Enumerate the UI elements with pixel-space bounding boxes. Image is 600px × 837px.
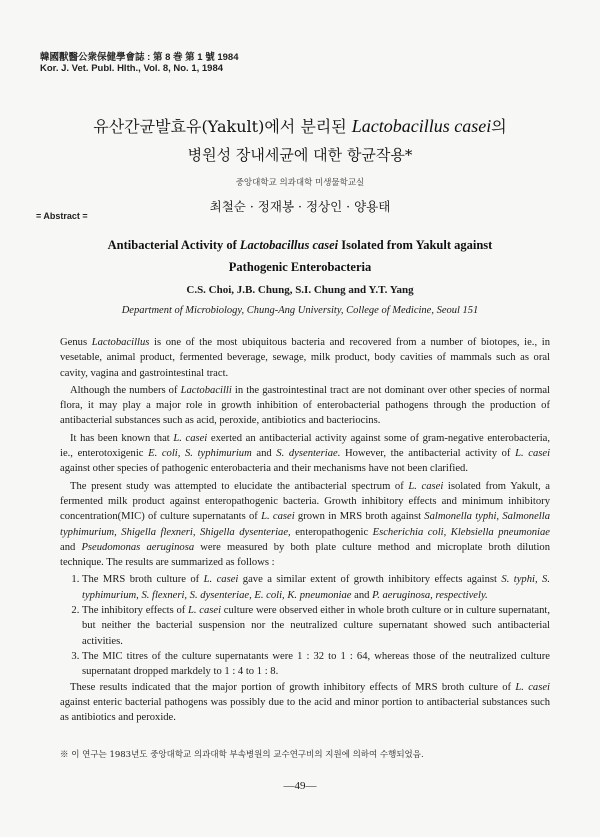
text-run: The MRS broth culture of: [82, 574, 204, 586]
text-run-italic: L. casei: [173, 432, 208, 444]
text-run: The inhibitory effects of: [82, 605, 189, 617]
text-run: and: [60, 541, 82, 553]
result-item-1: [82, 572, 550, 603]
text-run: and: [251, 448, 277, 460]
paragraph-2: [60, 383, 550, 429]
text-run: in the gastrointestinal tract are not dominant over other species of normal flora, it may play a major role in growth inhibition of enterobacterial pathogens through the production of antibacterial substances such as acid, peroxide, antibiotics and bacteriocins.: [60, 384, 550, 427]
journal-header-korean: 韓國獸醫公衆保健學會誌 : 第 8 巻 第 1 號 1984: [40, 52, 239, 63]
text-run-italic: E. coli, S. typhimurium: [148, 448, 252, 460]
text-run: and: [351, 589, 373, 601]
text-run-italic: L. casei: [203, 574, 239, 586]
text-run: grown in MRS broth against: [294, 511, 425, 523]
text-run: enteropathogenic: [290, 526, 373, 538]
text-run: However, the antibacterial activity of: [340, 448, 516, 460]
text-run: gave a similar extent of growth inhibitory effects against: [238, 574, 502, 586]
text-run: The MIC titres of the culture supernatants were 1 : 32 to 1 : 64, whereas those of the neutralized culture supernatant dropped markdely to 1 : 4 to 1 : 8.: [82, 650, 550, 678]
funding-footnote: ※ 이 연구는 1983년도 중앙대학교 의과대학 부속병원의 교수연구비의 지원에 의하여 수행되었음.: [60, 750, 424, 760]
text-run-italic: L. casei: [515, 681, 550, 693]
text-run-italic: Lactobacillus: [91, 337, 150, 348]
text-run-italic: P. aeruginosa, respectively.: [372, 589, 488, 601]
text-run: Although the numbers of: [70, 384, 181, 396]
text-run-italic: L. casei: [261, 511, 295, 523]
korean-title: [0, 114, 600, 139]
english-title: [0, 234, 600, 278]
text-run-italic: L. casei: [188, 605, 222, 617]
english-title-part2: Isolated from Yakult against: [338, 238, 493, 252]
paragraph-4: [60, 479, 550, 571]
text-run-italic: Pseudomonas aeruginosa: [81, 541, 195, 553]
text-run-italic: Lactobacilli: [180, 384, 232, 396]
text-run: exerted an antibacterial activity against some of gram-negative enterobacteria, ie., enterotoxigenic: [60, 432, 550, 460]
text-run-italic: Salmonella typhi, Salmonella typhimurium, Shigella flexneri, Shigella dysenteriae,: [60, 511, 550, 538]
text-run-italic: L. casei: [515, 448, 551, 460]
text-run: These results indicated that the major portion of growth inhibitory effects of MRS broth culture of: [70, 681, 516, 693]
text-run-italic: S. dysenteriae.: [276, 448, 341, 460]
results-list: [60, 572, 550, 679]
english-department: Department of Microbiology, Chung-Ang University, College of Medicine, Seoul 151: [121, 305, 479, 316]
journal-header: [40, 52, 238, 74]
korean-title-species: Lactobacillus casei: [351, 116, 492, 136]
korean-authors: 최철순 · 정재봉 · 정상인 · 양용태: [209, 199, 391, 214]
english-title-line1: [0, 234, 600, 256]
paragraph-3: [60, 431, 550, 477]
korean-title-line2: 병원성 장내세균에 대한 항균작용*: [187, 146, 413, 164]
text-run: against enteric bacterial pathogens was possibly due to the acid and minor portion to antibacterial substances such as antibiotics and peroxide.: [60, 696, 550, 724]
text-run: It has been known that: [70, 432, 174, 444]
text-run: is one of the most ubiquitous bacteria and recovered from a number of biotopes, ie., in vesetable, animal product, fermented beverage, sewage, milk product, body cavities of mammals such as oral cavity, vagina and gastrointestinal tract.: [60, 337, 550, 379]
paragraph-1: [60, 335, 550, 381]
text-run: were measured by both plate culture method and microplate broth dilution technique. The results are summarized as follows :: [60, 541, 550, 569]
korean-title-part2: 의: [491, 117, 507, 136]
text-run-italic: L. casei: [408, 480, 444, 492]
abstract-label: = Abstract =: [36, 211, 88, 221]
text-run: culture were observed either in whole broth culture or in culture supernatant, but neither the bacterial suspension nor the neutralized culture supernatant showed such antibacterial activities.: [82, 605, 550, 647]
korean-title-part1: 유산간균발효유(Yakult)에서 분리된: [93, 117, 352, 136]
english-title-line2: Pathogenic Enterobacteria: [228, 260, 372, 274]
text-run: Genus: [60, 337, 92, 348]
text-run-italic: S. typhi, S. typhimurium, S. flexneri, S. dysenteriae, E. coli, K. pneumoniae: [82, 574, 550, 601]
english-authors: C.S. Choi, J.B. Chung, S.I. Chung and Y.T. Yang: [186, 284, 414, 296]
text-run: The present study was attempted to elucidate the antibacterial spectrum of: [70, 480, 409, 492]
paragraph-5: [60, 680, 550, 726]
text-run-italic: Escherichia coli, Klebsiella pneumoniae: [372, 526, 550, 538]
english-title-species: Lactobacillus casei: [239, 238, 339, 252]
journal-header-english: Kor. J. Vet. Publ. Hlth., Vol. 8, No. 1, 1984: [40, 63, 224, 74]
page-number: —49—: [283, 780, 317, 792]
korean-affiliation: 중앙대학교 의과대학 미생물학교실: [235, 178, 365, 188]
text-run: against other species of pathogenic enterobacteria and their mechanisms have not been clarified.: [60, 463, 468, 475]
text-run: isolated from Yakult, a fermented milk product against enteropathogenic bacteria. Growth inhibitory effects and minimum inhibitory concentration(MIC) of culture supernatants of: [60, 480, 550, 523]
result-item-2: [82, 603, 550, 649]
result-item-3: [82, 649, 550, 680]
abstract-body: [60, 335, 550, 727]
english-title-part1: Antibacterial Activity of: [107, 238, 240, 252]
